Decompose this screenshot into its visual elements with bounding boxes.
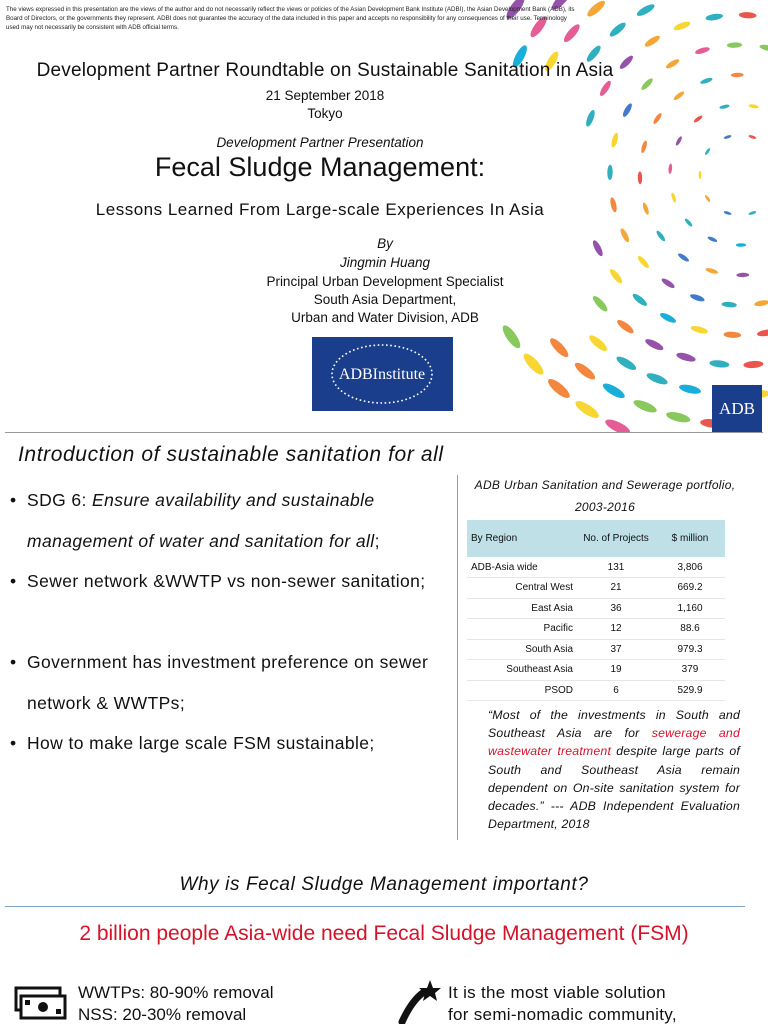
burst-petal bbox=[573, 360, 598, 382]
table-cell: 379 bbox=[655, 660, 725, 681]
burst-petal bbox=[665, 58, 681, 70]
need-statement: 2 billion people Asia-wide need Fecal Sludge Management (FSM) bbox=[79, 922, 689, 945]
author-department: South Asia Department, bbox=[313, 292, 457, 307]
table-cell: 6 bbox=[577, 680, 655, 701]
burst-petal bbox=[754, 299, 768, 307]
table-cell: 529.9 bbox=[655, 680, 725, 701]
author-division: Urban and Water Division, ADB bbox=[291, 310, 479, 325]
quote-text: “Most of the investments in South and Southeast Asia are for bbox=[488, 708, 740, 741]
burst-petal bbox=[675, 351, 696, 363]
table-cell: 36 bbox=[577, 598, 655, 619]
table-cell: South Asia bbox=[467, 639, 577, 660]
event-title: Development Partner Roundtable on Sustainable Sanitation in Asia bbox=[36, 60, 614, 81]
divider bbox=[5, 906, 745, 907]
bullet-suffix: ; bbox=[374, 531, 380, 551]
burst-petal bbox=[736, 243, 746, 247]
table-cell: 88.6 bbox=[655, 619, 725, 640]
burst-petal bbox=[615, 318, 635, 336]
money-icon bbox=[12, 980, 68, 1020]
bullet-text: Sewer network &WWTP vs non-sewer sanitation; bbox=[27, 571, 426, 591]
column-header: No. of Projects bbox=[577, 520, 655, 557]
section-title: Introduction of sustainable sanitation for all bbox=[18, 443, 444, 466]
table-cell: 21 bbox=[577, 578, 655, 599]
burst-petal bbox=[723, 331, 741, 338]
burst-petal bbox=[585, 0, 607, 19]
table-cell: 669.2 bbox=[655, 578, 725, 599]
burst-petal bbox=[677, 252, 690, 263]
burst-petal bbox=[699, 171, 702, 179]
burst-petal bbox=[739, 12, 757, 19]
burst-petal bbox=[670, 192, 677, 203]
table-cell: ADB-Asia wide bbox=[467, 557, 577, 578]
burst-petal bbox=[635, 2, 656, 18]
burst-petal bbox=[694, 46, 710, 56]
table-cell: Central West bbox=[467, 578, 577, 599]
burst-petal bbox=[615, 354, 638, 372]
burst-petal bbox=[705, 267, 719, 275]
burst-petal bbox=[642, 202, 650, 216]
table-header-row bbox=[467, 520, 725, 557]
table-cell: 37 bbox=[577, 639, 655, 660]
stat-line: It is the most viable solution bbox=[448, 983, 666, 1002]
adb-logo: ADB bbox=[712, 385, 762, 433]
bullet-government-preference: • Government has investment preference on sewer network & WWTPs; bbox=[10, 642, 450, 724]
burst-petal bbox=[684, 218, 694, 228]
burst-petal bbox=[675, 135, 683, 146]
portfolio-table-body bbox=[467, 557, 725, 701]
burst-petal bbox=[643, 34, 661, 49]
burst-petal bbox=[727, 42, 742, 48]
table-row bbox=[467, 557, 725, 578]
shooting-star-icon bbox=[398, 978, 442, 1024]
table-row bbox=[467, 639, 725, 660]
burst-petal bbox=[521, 351, 546, 378]
table-row bbox=[467, 660, 725, 681]
burst-petal bbox=[573, 398, 601, 421]
table-cell: Pacific bbox=[467, 619, 577, 640]
burst-petal bbox=[644, 337, 665, 352]
portfolio-table bbox=[467, 520, 725, 701]
burst-petal bbox=[719, 104, 730, 110]
burst-petal bbox=[721, 301, 737, 308]
burst-petal bbox=[736, 273, 749, 278]
disclaimer: The views expressed in this presentation are the views of the author and do not necessarily reflect the views or policies of the Asian Development Bank Institute (ADBI), the Asian Development Bank (ADB), its Board of Directors, or the governments they represent. ADBI does not guarantee the accuracy of the data included in this paper and accepts no responsibility for any consequences of their use. Terminology used may not necessarily be consistent with ADB official terms. bbox=[6, 6, 575, 31]
burst-petal bbox=[673, 20, 692, 32]
bullet-sewer-network: • Sewer network &WWTP vs non-sewer sanitation; bbox=[10, 561, 450, 602]
burst-petal bbox=[705, 13, 723, 22]
burst-petal bbox=[704, 194, 711, 202]
column-header: $ million bbox=[655, 520, 725, 557]
table-cell: 3,806 bbox=[655, 557, 725, 578]
viable-solution-stat bbox=[448, 982, 677, 1024]
bullet-text: SDG 6: bbox=[27, 490, 93, 510]
burst-petal bbox=[619, 227, 631, 243]
bullet-sdg6: • SDG 6: Ensure availability and sustainable management of water and sanitation for all; bbox=[10, 490, 380, 551]
burst-petal bbox=[659, 311, 678, 324]
burst-petal bbox=[704, 147, 711, 155]
table-row bbox=[467, 598, 725, 619]
burst-petal bbox=[601, 381, 627, 401]
by-label: By bbox=[377, 236, 393, 251]
author-role: Principal Urban Development Specialist bbox=[266, 274, 504, 289]
burst-petal bbox=[689, 293, 705, 303]
bullet-text: Government has investment preference on sewer network & WWTPs; bbox=[27, 652, 429, 713]
burst-petal bbox=[608, 20, 628, 38]
burst-petal bbox=[731, 73, 744, 78]
burst-petal bbox=[748, 210, 756, 215]
table-cell: 12 bbox=[577, 619, 655, 640]
burst-petal bbox=[748, 104, 759, 110]
burst-petal bbox=[545, 376, 572, 401]
event-date: 21 September 2018 bbox=[265, 88, 385, 103]
burst-petal bbox=[655, 230, 666, 243]
burst-petal bbox=[693, 114, 703, 123]
table-row bbox=[467, 578, 725, 599]
table-cell: East Asia bbox=[467, 598, 577, 619]
divider bbox=[5, 432, 763, 433]
burst-petal bbox=[668, 163, 673, 174]
quote-highlight: sewerage and wastewater treatment bbox=[488, 726, 741, 759]
bullet-text: How to make large scale FSM sustainable; bbox=[27, 733, 375, 753]
burst-petal bbox=[636, 255, 650, 270]
table-row bbox=[467, 619, 725, 640]
table-cell: 131 bbox=[577, 557, 655, 578]
adbi-logo bbox=[312, 337, 453, 411]
burst-petal bbox=[743, 360, 763, 368]
burst-petal bbox=[723, 210, 731, 215]
column-divider bbox=[457, 475, 458, 840]
presentation-type: Development Partner Presentation bbox=[216, 135, 424, 150]
burst-petal bbox=[709, 359, 730, 368]
burst-petal bbox=[748, 134, 756, 139]
burst-petal bbox=[603, 417, 632, 432]
burst-petal bbox=[700, 77, 714, 85]
wwtp-removal-stat bbox=[78, 982, 274, 1024]
burst-petal bbox=[631, 292, 649, 308]
burst-petal bbox=[548, 336, 571, 360]
bullet-italic-text: Ensure availability and sustainable management of water and sanitation for all bbox=[27, 490, 375, 551]
event-city: Tokyo bbox=[307, 106, 343, 121]
burst-petal bbox=[757, 328, 768, 337]
burst-petal bbox=[673, 90, 686, 101]
burst-petal bbox=[587, 333, 609, 353]
burst-petal bbox=[665, 410, 691, 424]
adbi-logo-text: ADBInstitute bbox=[338, 366, 426, 383]
why-title: Why is Fecal Sludge Management important? bbox=[179, 874, 589, 895]
burst-petal bbox=[500, 323, 524, 351]
burst-petal bbox=[759, 44, 768, 52]
burst-petal bbox=[645, 371, 669, 387]
evaluation-quote bbox=[488, 706, 740, 833]
burst-petal bbox=[608, 267, 624, 285]
burst-petal bbox=[690, 324, 709, 334]
column-header: By Region bbox=[467, 520, 577, 557]
table-cell: PSOD bbox=[467, 680, 577, 701]
burst-petal bbox=[632, 398, 658, 415]
burst-petal bbox=[660, 277, 676, 290]
page-subtitle: Lessons Learned From Large-scale Experiences In Asia bbox=[95, 200, 545, 219]
burst-petal bbox=[640, 140, 648, 154]
stat-line: WWTPs: 80-90% removal bbox=[78, 983, 274, 1002]
burst-petal bbox=[707, 236, 718, 243]
burst-petal bbox=[723, 134, 731, 139]
stat-line: NSS: 20-30% removal bbox=[78, 1005, 247, 1024]
table-cell: 1,160 bbox=[655, 598, 725, 619]
table-cell: 19 bbox=[577, 660, 655, 681]
author-name: Jingmin Huang bbox=[339, 255, 431, 270]
table-cell: 979.3 bbox=[655, 639, 725, 660]
burst-petal bbox=[678, 383, 702, 396]
stat-line: for semi-nomadic community, bbox=[448, 1005, 677, 1024]
page-title: Fecal Sludge Management: bbox=[154, 152, 486, 182]
bullet-large-scale-fsm: • How to make large scale FSM sustainable; bbox=[10, 723, 450, 764]
table-cell: Southeast Asia bbox=[467, 660, 577, 681]
burst-petal bbox=[652, 112, 663, 125]
table-row bbox=[467, 680, 725, 701]
quote-text-end: despite large parts of South and Southeast Asia remain dependent on On-site sanitation system for decades.” --- ADB Independent Evaluation Department, 2018 bbox=[488, 744, 740, 832]
portfolio-title: ADB Urban Sanitation and Sewerage portfolio, 2003-2016 bbox=[474, 478, 736, 514]
